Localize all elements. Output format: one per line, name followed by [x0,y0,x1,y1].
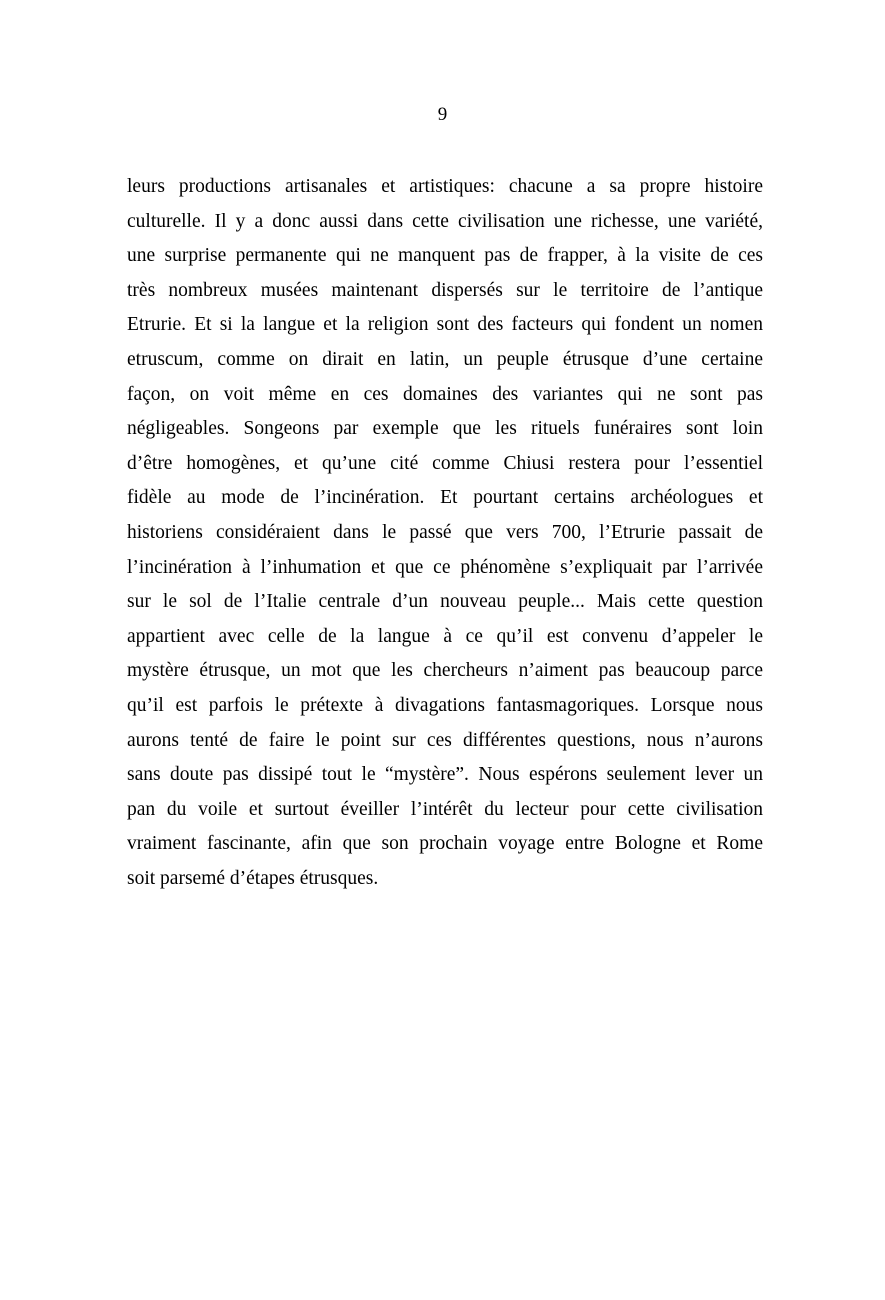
text-line: historiens considéraient dans le passé que vers 700, l’Etrurie passait de [127,521,763,543]
text-line: leurs productions artisanales et artistiques: chacune a sa propre histoire [127,176,763,197]
text-line: qu’il est parfois le prétexte à divagations fantasmagoriques. Lorsque nous [127,694,763,716]
page-number: 9 [437,104,448,125]
text-line: vraiment fascinante, afin que son prochain voyage entre Bologne et Rome [127,833,763,855]
text-line: soit parsemé d’étapes étrusques. [127,867,379,889]
text-line: négligeables. Songeons par exemple que les rituels funéraires sont loin [127,418,763,440]
text-line: culturelle. Il y a donc aussi dans cette civilisation une richesse, une variété, [127,210,763,232]
text-line: une surprise permanente qui ne manquent pas de frapper, à la visite de ces [127,245,763,267]
text-line: etruscum, comme on dirait en latin, un peuple étrusque d’une certaine [127,348,763,370]
text-line: d’être homogènes, et qu’une cité comme Chiusi restera pour l’essentiel [127,452,763,474]
text-line: façon, on voit même en ces domaines des variantes qui ne sont pas [127,383,763,405]
text-line: Etrurie. Et si la langue et la religion sont des facteurs qui fondent un nomen [127,314,763,336]
text-line: appartient avec celle de la langue à ce qu’il est convenu d’appeler le [127,625,763,647]
text-line: très nombreux musées maintenant dispersés sur le territoire de l’antique [127,279,763,301]
text-line: l’incinération à l’inhumation et que ce phénomène s’expliquait par l’arrivée [127,556,763,578]
text-line: mystère étrusque, un mot que les chercheurs n’aiment pas beaucoup parce [127,660,763,682]
text-line: fidèle au mode de l’incinération. Et pourtant certains archéologues et [127,487,763,509]
text-line: aurons tenté de faire le point sur ces différentes questions, nous n’aurons [127,729,763,751]
text-line: sans doute pas dissipé tout le “mystère”. Nous espérons seulement lever un [127,764,763,786]
text-line: pan du voile et surtout éveiller l’intérêt du lecteur pour cette civilisation [127,798,763,820]
body-paragraph [127,170,763,896]
text-line: sur le sol de l’Italie centrale d’un nouveau peuple... Mais cette question [127,591,763,613]
